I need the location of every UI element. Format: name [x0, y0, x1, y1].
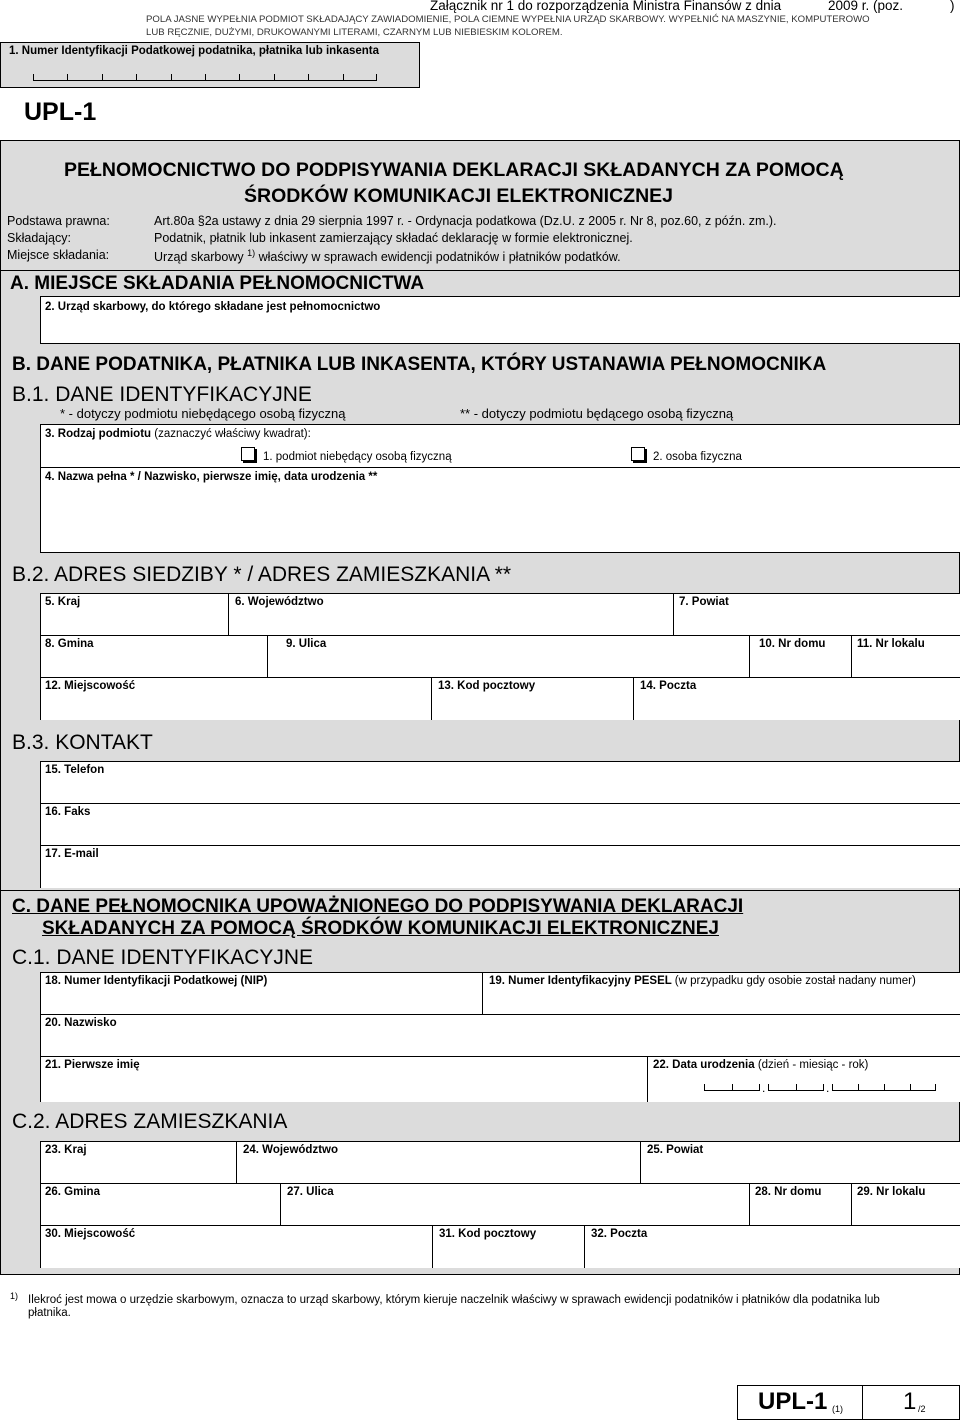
field-14-box[interactable]	[634, 678, 960, 720]
field-22-title: 22. Data urodzenia	[653, 1059, 755, 1071]
field-31-box[interactable]	[433, 1226, 585, 1268]
annex-close: )	[950, 0, 955, 13]
section-a-border	[0, 270, 960, 271]
field-22-label	[653, 1059, 868, 1071]
field-15-box[interactable]	[41, 762, 960, 804]
note-nonperson: * - dotyczy podmiotu niebędącego osobą fizyczną	[60, 406, 346, 421]
annex-year: 2009 r. (poz.	[828, 0, 904, 13]
place-value-a: Urząd skarbowy	[154, 250, 244, 265]
checkbox-person[interactable]	[631, 447, 645, 461]
note-person: ** - dotyczy podmiotu będącego osobą fizyczną	[460, 406, 734, 421]
section-c2-title: C.2. ADRES ZAMIESZKANIA	[12, 1110, 288, 1133]
place-value	[154, 248, 621, 264]
birth-day-field[interactable]	[704, 1083, 760, 1091]
footer-page: 1	[903, 1388, 917, 1415]
field-16-box[interactable]	[41, 804, 960, 846]
field-11-label: 11. Nr lokalu	[857, 638, 925, 650]
field-13-box[interactable]	[432, 678, 634, 720]
field-3-title: 3. Rodzaj podmiotu	[45, 428, 152, 440]
field-20-box[interactable]	[41, 1015, 960, 1057]
field-26-label: 26. Gmina	[45, 1186, 100, 1198]
section-c-title-line1: C. DANE PEŁNOMOCNIKA UPOWAŻNIONEGO DO PODPISYWANIA DEKLARACJI	[12, 896, 744, 917]
section-b2-title: B.2. ADRES SIEDZIBY * / ADRES ZAMIESZKANIA **	[12, 563, 512, 586]
legal-basis-value: Art.80a §2a ustawy z dnia 29 sierpnia 1997 r. - Ordynacja podatkowa (Dz.U. z 2005 r. Nr 8, poz.60, z późn. zm.).	[154, 214, 777, 228]
footer-form-id	[737, 1385, 960, 1420]
section-c-title-line2: SKŁADANYCH ZA POMOCĄ ŚRODKÓW KOMUNIKACJI ELEKTRONICZNEJ	[42, 918, 719, 939]
birth-month-field[interactable]	[768, 1083, 824, 1091]
field-31-label: 31. Kod pocztowy	[439, 1228, 537, 1240]
field-22-hint: (dzień - miesiąc - rok)	[757, 1059, 869, 1071]
field-24-box[interactable]	[237, 1142, 641, 1184]
footnote-line2: płatnika.	[28, 1307, 71, 1319]
field-5-label: 5. Kraj	[45, 596, 81, 608]
field-3-box	[40, 424, 960, 468]
field-6-box[interactable]	[229, 594, 674, 636]
field-13-label: 13. Kod pocztowy	[438, 680, 536, 692]
field-18-label: 18. Numer Identyfikacji Podatkowej (NIP)	[45, 975, 268, 987]
footer-code: UPL-1	[758, 1388, 828, 1415]
field-32-label: 32. Poczta	[591, 1228, 648, 1240]
footnote-line1: Ilekroć jest mowa o urzędzie skarbowym, oznacza to urząd skarbowy, którym kieruje naczelnik właściwy w sprawach ewidencji podatników i płatników dla podatnika lub	[28, 1294, 880, 1306]
field-11-box[interactable]	[852, 636, 960, 678]
field-27-label: 27. Ulica	[287, 1186, 334, 1198]
nip-digit-field[interactable]	[33, 73, 377, 81]
field-10-box[interactable]	[750, 636, 852, 678]
section-a-title: A. MIEJSCE SKŁADANIA PEŁNOMOCNICTWA	[10, 273, 425, 294]
field-8-box[interactable]	[41, 636, 268, 678]
field-21-box[interactable]	[41, 1057, 648, 1102]
field-24-label: 24. Województwo	[243, 1144, 338, 1156]
field-30-label: 30. Miejscowość	[45, 1228, 136, 1240]
field-19-hint: (w przypadku gdy osobie został nadany numer)	[674, 975, 916, 987]
field-22-box[interactable]	[648, 1057, 960, 1102]
field-4-label: 4. Nazwa pełna * / Nazwisko, pierwsze imię, data urodzenia **	[45, 471, 378, 483]
option-nonperson-label: 1. podmiot niebędący osobą fizyczną	[263, 451, 452, 463]
place-value-b: właściwy w sprawach ewidencji podatników i płatników podatków.	[258, 250, 621, 265]
field-7-label: 7. Powiat	[679, 596, 729, 608]
filer-label: Składający:	[7, 231, 71, 245]
field-4-box[interactable]	[40, 467, 960, 553]
field-29-label: 29. Nr lokalu	[857, 1186, 926, 1198]
field-25-label: 25. Powiat	[647, 1144, 704, 1156]
footer-code-sub: (1)	[832, 1404, 843, 1414]
field-20-label: 20. Nazwisko	[45, 1017, 117, 1029]
field-27-box[interactable]	[281, 1184, 750, 1226]
filer-value: Podatnik, płatnik lub inkasent zamierzający składać deklarację w formie elektronicznej.	[154, 231, 633, 245]
field-12-box[interactable]	[41, 678, 432, 720]
checkbox-nonperson[interactable]	[241, 447, 255, 461]
field-15-label: 15. Telefon	[45, 764, 105, 776]
field-9-label: 9. Ulica	[286, 638, 327, 650]
field-26-box[interactable]	[41, 1184, 281, 1226]
field-25-box[interactable]	[641, 1142, 960, 1184]
form-title-line1: PEŁNOMOCNICTWO DO PODPISYWANIA DEKLARACJI SKŁADANYCH ZA POMOCĄ	[64, 159, 844, 181]
form-code: UPL-1	[24, 98, 97, 126]
field-30-box[interactable]	[41, 1226, 433, 1268]
section-b1-title: B.1. DANE IDENTYFIKACYJNE	[12, 383, 312, 406]
place-label: Miejsce składania:	[7, 248, 110, 262]
field-8-label: 8. Gmina	[45, 638, 94, 650]
field-23-label: 23. Kraj	[45, 1144, 87, 1156]
field-28-box[interactable]	[750, 1184, 852, 1226]
nip-label: 1. Numer Identyfikacji Podatkowej podatnika, płatnika lub inkasenta	[9, 45, 380, 57]
section-c-border	[0, 890, 960, 891]
field-9-box[interactable]	[268, 636, 750, 678]
field-29-box[interactable]	[852, 1184, 960, 1226]
field-19-box[interactable]	[483, 973, 960, 1015]
field-2-box[interactable]	[40, 296, 960, 344]
field-10-label: 10. Nr domu	[759, 638, 826, 650]
footnote-mark: 1)	[10, 1291, 19, 1301]
place-footnote-ref: 1)	[247, 248, 256, 258]
footer-page-total: /2	[918, 1404, 926, 1414]
section-b-title: B. DANE PODATNIKA, PŁATNIKA LUB INKASENTA, KTÓRY USTANAWIA PEŁNOMOCNIKA	[12, 354, 827, 375]
legal-basis-label: Podstawa prawna:	[7, 214, 110, 228]
nip-box	[0, 42, 420, 88]
field-12-label: 12. Miejscowość	[45, 680, 136, 692]
date-sep-2: .	[826, 1081, 830, 1095]
birth-year-field[interactable]	[832, 1083, 936, 1091]
field-23-box[interactable]	[41, 1142, 237, 1184]
option-person-label: 2. osoba fizyczna	[653, 451, 742, 463]
section-b3-title: B.3. KONTAKT	[12, 731, 153, 754]
field-7-box[interactable]	[674, 594, 960, 636]
field-16-label: 16. Faks	[45, 806, 91, 818]
field-3-hint: (zaznaczyć właściwy kwadrat):	[154, 428, 311, 440]
field-3-label	[45, 428, 311, 440]
field-32-box[interactable]	[585, 1226, 960, 1268]
form-title-line2: ŚRODKÓW KOMUNIKACJI ELEKTRONICZNEJ	[244, 185, 674, 207]
date-sep-1: .	[762, 1081, 766, 1095]
field-17-label: 17. E-mail	[45, 848, 99, 860]
field-5-box[interactable]	[41, 594, 229, 636]
section-c1-title: C.1. DANE IDENTYFIKACYJNE	[12, 946, 314, 969]
annex-text: Załącznik nr 1 do rozporządzenia Ministra Finansów z dnia	[430, 0, 782, 13]
field-19-title: 19. Numer Identyfikacyjny PESEL	[489, 975, 672, 987]
field-14-label: 14. Poczta	[640, 680, 697, 692]
instructions-line2: LUB RĘCZNIE, DUŻYMI, DRUKOWANYMI LITERAMI, CZARNYM LUB NIEBIESKIM KOLOREM.	[146, 27, 563, 38]
field-19-label	[489, 975, 916, 987]
field-18-box[interactable]	[41, 973, 483, 1015]
field-6-label: 6. Województwo	[235, 596, 324, 608]
field-2-label: 2. Urząd skarbowy, do którego składane jest pełnomocnictwo	[45, 301, 381, 313]
instructions-line1: POLA JASNE WYPEŁNIA PODMIOT SKŁADAJĄCY ZAWIADOMIENIE, POLA CIEMNE WYPEŁNIA URZĄD SKARBOWY. WYPEŁNIĆ NA MASZYNIE, KOMPUTEROWO	[146, 14, 870, 25]
field-17-box[interactable]	[41, 846, 960, 888]
field-21-label: 21. Pierwsze imię	[45, 1059, 140, 1071]
field-28-label: 28. Nr domu	[755, 1186, 822, 1198]
